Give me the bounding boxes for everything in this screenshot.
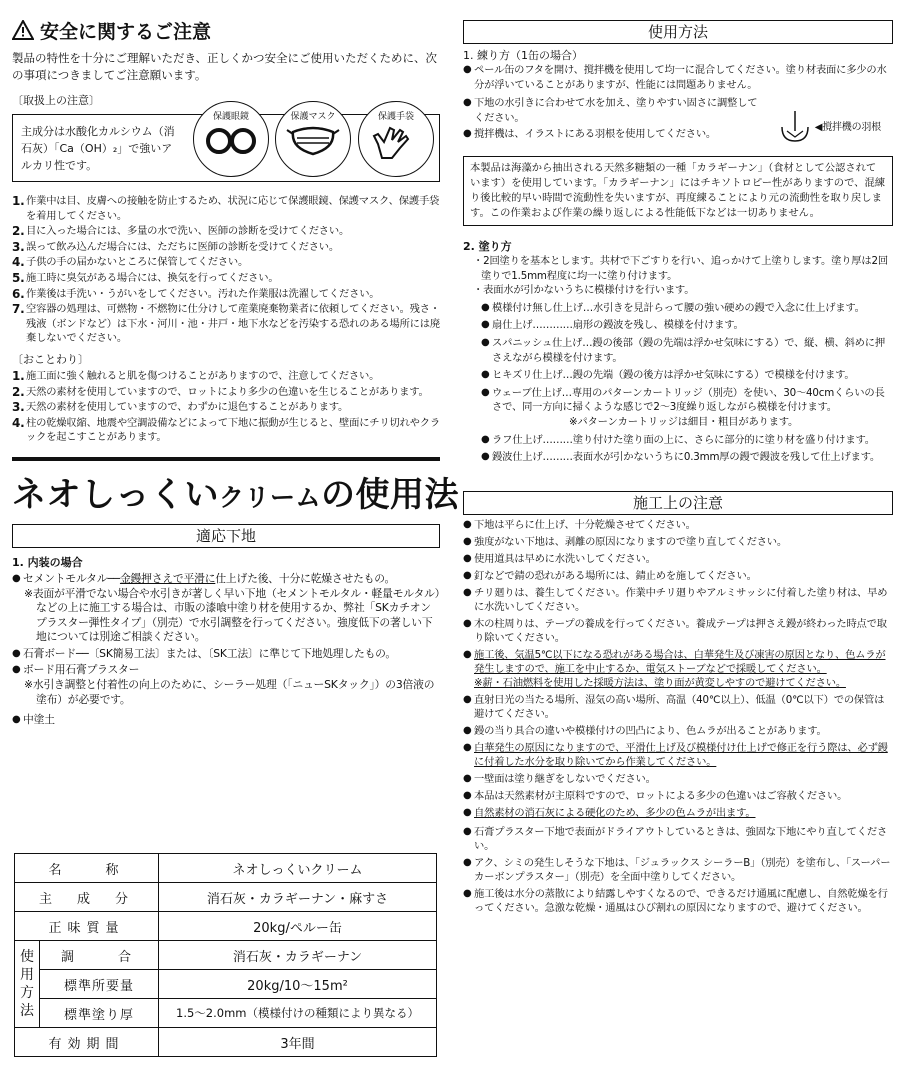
safety-heading [12, 16, 440, 44]
table-row: 標準塗り厚 1.5〜2.0mm（模様付けの種類により異なる） [15, 999, 437, 1028]
list-item: ● 扇仕上げ…………扇形の鏝波を残し、模様を付けます。 [481, 318, 893, 333]
list-item: ● 石膏ボード──〔SK簡易工法〕または、〔SK工法〕に準じて下地処理したもの。 [12, 647, 440, 662]
ppe-mask [275, 101, 351, 177]
painting-list [463, 254, 893, 465]
usage-heading: 使用方法 [463, 20, 893, 44]
list-item: ● ラフ仕上げ………塗り付けた塗り面の上に、さらに部分的に塗り材を盛り付けます。 [481, 433, 893, 448]
list-item: 4. 柱の乾燥収縮、地震や空調設備などによって下地に振動が生じると、壁面にチリ切れやクラックを起こすことがあります。 [12, 415, 440, 444]
list-item: ● 強度がない下地は、剥離の原因になりますので塗り直してください。 [463, 535, 893, 549]
list-item: ● アク、シミの発生しそうな下地は、「ジュラックス シーラーB」（別売）を塗布し、「スーパーカーボンプラスター」（別売）を全面中塗りしてください。 [463, 856, 893, 884]
list-item: ● チリ廻りは、養生してください。作業中チリ廻りやアルミサッシに付着した塗り材は、早めに水洗いしてください。 [463, 586, 893, 614]
list-item: ● ヒキズリ仕上げ…鏝の先端（鏝の後方は浮かせ気味にする）で模様を付けます。 [481, 368, 893, 383]
list-item: 3. 誤って飲み込んだ場合には、ただちに医師の診断を受けてください。 [12, 239, 340, 254]
caution-text: 主成分は水酸化カルシウム（消石灰）「Ca（OH）₂」で強いアルカリ性です。 [21, 125, 175, 172]
list-item: ● 模様付け無し仕上げ…水引きを見計らって腰の強い硬めの鏝で入念に仕上げます。 [481, 301, 893, 316]
list-item: 1. 作業中は目、皮膚への接触を防止するため、状況に応じて保護眼鏡、保護マスク、保護手袋を着用してください。 [12, 194, 440, 222]
list-item: ● ペール缶のフタを開け、撹拌機を使用して均一に混合してください。塗り材表面に多少の水分が浮いていることがありますが、性能には問題ありません。 [463, 63, 893, 92]
list-item: ● 撹拌機は、イラストにある羽根を使用してください。 [463, 127, 759, 142]
mixer-label: ◀撹拌機の羽根 [814, 121, 881, 133]
list-item: ● 施工後、気温5℃以下になる恐れがある場合は、白華発生及び凍害の原因となり、色ムラが発生しますので、施工を中止するか、電気ストーブなどで採暖してください。 [463, 648, 893, 676]
construction-heading: 施工上の注意 [463, 491, 893, 515]
safety-title: 安全に関するご注意 [40, 20, 212, 43]
ppe-goggles [193, 101, 269, 177]
substrate-list [12, 572, 440, 728]
safety-list [12, 194, 440, 346]
carrageenan-box: 本製品は海藻から抽出される天然多糖類の一種「カラギーナン」（食材として公認されています）を使用しています。「カラギーナン」にはチキソトロピー性がありますので、混練り後比較的早い時間で流動性を失いますが、再度練ることにより元の流動性を取り戻します。この作業および作業の繰り返しによる性能低下などは一切ありません。 [463, 156, 893, 226]
substrate-heading: 適応下地 [12, 524, 440, 548]
list-item: ● ボード用石膏プラスター [12, 663, 440, 678]
substrate-note-3: ※水引き調整と付着性の向上のために、シーラー処理（「ニューSKタック」）の3倍液の塗布）が必要です。 [24, 678, 435, 706]
right-column [463, 0, 893, 915]
list-item: ・2回塗りを基本とします。共材で下ごすりを行い、追っかけて上塗りします。塗り厚は2回塗りで1.5mm程度に均一に塗り付けます。 [473, 254, 888, 282]
table-row: 有効期間 3年間 [15, 1028, 437, 1057]
construction-list [463, 518, 893, 915]
ppe-label: 保護眼鏡 [212, 112, 249, 122]
list-item: ● 白華発生の原因になりますので、平滑仕上げ及び模様付け仕上げで修正を行う際は、必ず鏝に付着した水分を取り除いてから作業してください。 [463, 741, 893, 769]
handling-label: 〔取扱上の注意〕 [12, 94, 100, 107]
safety-intro: 製品の特性を十分にご理解いただき、正しくかつ安全にご使用いただくために、次の事項につきましてご注意願います。 [12, 51, 438, 82]
ppe-label: 保護手袋 [377, 112, 414, 122]
list-item: ● 木の柱周りは、テープの養成を行ってください。養成テープは押さえ鏝が終わった時点で取り除いてください。 [463, 617, 893, 645]
disclaimer-label: 〔おことわり〕 [12, 352, 89, 366]
mixer-blade-icon [778, 111, 812, 145]
list-item: ● 直射日光の当たる場所、湿気の高い場所、高温（40℃以上）、低温（0℃以下）での保管は避けてください。 [463, 693, 893, 721]
main-title: ネオしっくいクリームの使用法 [12, 457, 440, 516]
list-item: 2. 天然の素材を使用していますので、ロットにより多少の色違いを生じることがあります。 [12, 384, 429, 399]
warning-icon [12, 20, 34, 40]
ppe-gloves [358, 101, 434, 177]
list-item: ● 下地の水引きに合わせて水を加え、塗りやすい固さに調整してください。 [463, 96, 759, 125]
mixing-list [463, 63, 893, 142]
list-item: ● 下地は平らに仕上げ、十分乾燥させてください。 [463, 518, 893, 532]
list-item: ● 中塗土 [12, 713, 440, 728]
mixing-section: 1. 練り方（1缶の場合） [463, 49, 583, 62]
disclaimer-list [12, 369, 440, 445]
list-item: ● 鏝波仕上げ………表面水が引かないうちに0.3mm厚の鏝で鏝波を残して仕上げます。 [481, 450, 893, 465]
mask-icon [285, 124, 341, 158]
glove-icon [368, 124, 424, 160]
caution-box [12, 114, 440, 182]
table-row: 名 称 ネオしっくいクリーム [15, 854, 437, 883]
list-item: ● 自然素材の消石灰による硬化のため、多少の色ムラが出ます。 [463, 806, 893, 820]
list-item: 7. 空容器の処理は、可燃物・不燃物に仕分けして産業廃棄物業者に依頼してください。残さ・残液（ボンドなど）は下水・河川・池・井戸・地下水などを汚染する恐れのある場所には廃棄しないでください。 [12, 302, 440, 345]
list-item: ● ウェーブ仕上げ…専用のパターンカートリッジ（別売）を使い、30〜40cmくらいの長さで、同一方向に掃くような感じで2〜3度繰り返しながら模様を付けます。 [481, 386, 893, 415]
list-item: ・表面水が引かないうちに模様付けを行います。 [473, 284, 695, 297]
table-row: 正味質量 20kg/ペルー缶 [15, 912, 437, 941]
list-item: 1. 施工面に強く触れると肌を傷つけることがありますので、注意してください。 [12, 368, 380, 383]
goggles-icon [203, 124, 259, 158]
list-item: ● 一壁面は塗り継ぎをしないでください。 [463, 772, 893, 786]
substrate-note-1: ※表面が平滑でない場合や水引きが著しく早い下地（セメントモルタル・軽量モルタル）などの上に施工する場合は、市販の漆喰中塗り材を使用するか、弊社「SKカチオンプラスター弾性タイプ」（別売）で水引調整を行ってください。強度低下の著しい下地については別途ご相談ください。 [24, 586, 440, 644]
list-item: 6. 作業後は手洗い・うがいをしてください。汚れた作業服は洗濯してください。 [12, 286, 380, 301]
substrate-section-1: 1. 内装の場合 [12, 555, 83, 569]
list-item: ● 釘などで錆の恐れがある場所には、錆止めを施してください。 [463, 569, 893, 583]
list-item: 5. 施工時に臭気がある場合には、換気を行ってください。 [12, 270, 279, 285]
pattern-note: ※パターンカートリッジは細目・粗目があります。 [569, 415, 799, 428]
list-item: 4. 子供の手の届かないところに保管してください。 [12, 255, 249, 270]
table-row: 使用方法 調 合 消石灰・カラギーナン [15, 941, 437, 970]
ppe-label: 保護マスク [290, 112, 336, 122]
painting-section: 2. 塗り方 [463, 239, 512, 253]
list-item: 2. 目に入った場合には、多量の水で洗い、医師の診断を受けてください。 [12, 224, 350, 239]
table-row: 主 成 分 消石灰・カラギーナン・麻すさ [15, 883, 437, 912]
mixer-illustration [778, 111, 881, 145]
list-item: ● 石膏プラスター下地で表面がドライアウトしているときは、強固な下地にやり直してください。 [463, 825, 893, 853]
table-row: 標準所要量 20kg/10〜15m² [15, 970, 437, 999]
list-item: ● 本品は天然素材が主原料ですので、ロットによる多少の色違いはご容赦ください。 [463, 789, 893, 803]
list-item: ● 鏝の当り具合の違いや模様付けの凹凸により、色ムラが出ることがあります。 [463, 724, 893, 738]
spec-table [14, 853, 437, 1057]
list-item: ● スパニッシュ仕上げ…鏝の後部（鏝の先端は浮かせ気味にする）で、縦、横、斜めに押さえながら模様を付けます。 [481, 336, 893, 365]
left-column [12, 0, 460, 728]
list-item: 3. 天然の素材を使用していますので、わずかに退色することがあります。 [12, 400, 349, 415]
heating-note: ※薪・石油燃料を使用した採暖方法は、塗り面が黄変しやすので避けてください。 [474, 676, 846, 689]
list-item: ● 使用道具は早めに水洗いしてください。 [463, 552, 893, 566]
list-item: ● セメントモルタル──金鏝押さえで平滑に仕上げた後、十分に乾燥させたもの。 [12, 572, 440, 587]
list-item: ● 施工後は水分の蒸散により結露しやすくなるので、できるだけ通風に配慮し、自然乾燥を行ってください。急激な乾燥・通風はひび割れの原因になりますので、避けてください。 [463, 887, 893, 915]
